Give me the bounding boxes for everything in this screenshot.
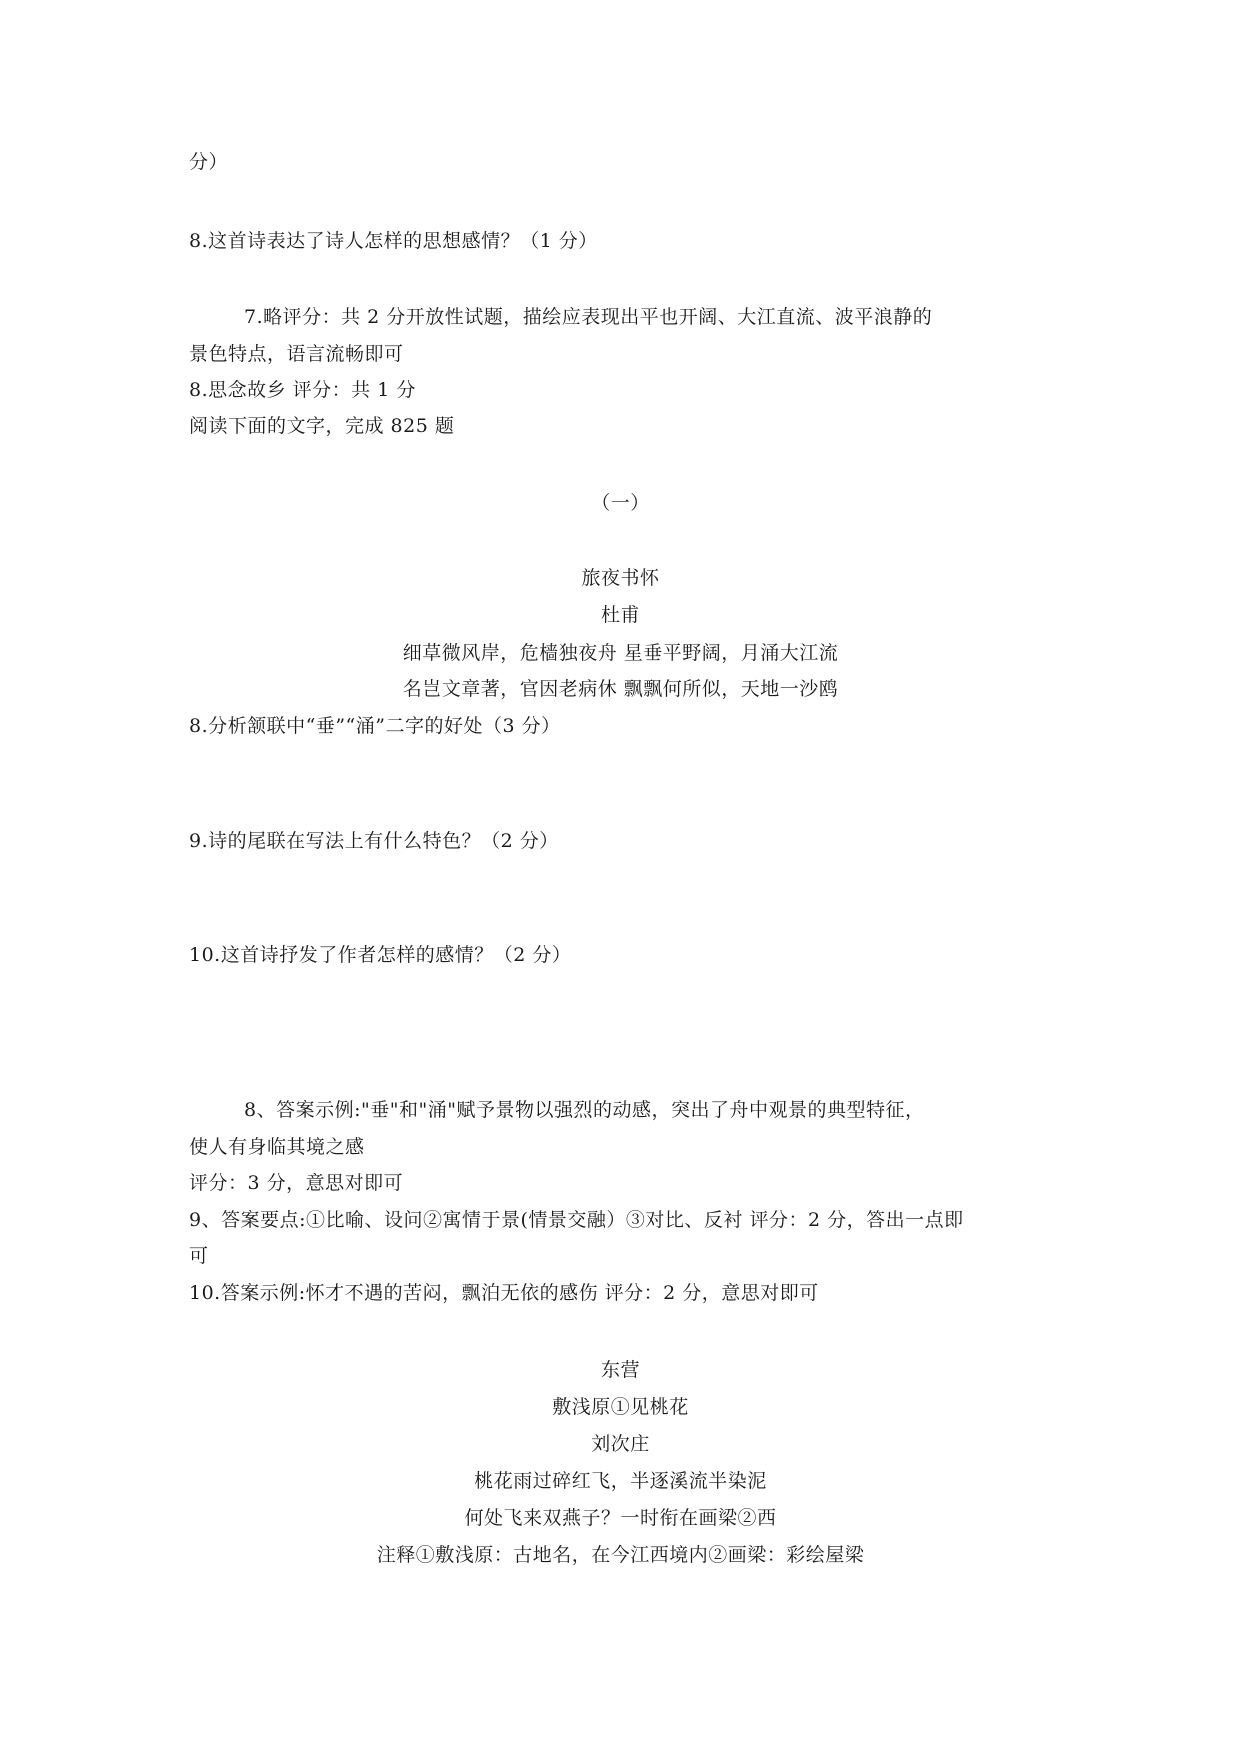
poem-author: 刘次庄 xyxy=(591,1433,650,1455)
text-line: 景色特点，语言流畅即可 xyxy=(189,343,404,365)
question-8-text: 8.这首诗表达了诗人怎样的思想感情？（1 分） xyxy=(189,230,598,252)
poem-title: 敷浅原①见桃花 xyxy=(552,1396,689,1418)
answer-8-text: 8、答案示例:"垂"和"涌"赋予景物以强烈的动感，突出了舟中观景的典型特征， xyxy=(244,1099,925,1121)
exam-source: 东营 xyxy=(600,1359,640,1381)
answer-7-text: 7.略评分：共 2 分开放性试题，描绘应表现出平也开阔、大江直流、波平浪静的 xyxy=(244,306,933,328)
poem-annotation: 注释①敷浅原：古地名，在今江西境内②画梁：彩绘屋梁 xyxy=(376,1544,865,1566)
answer-8-text: 8.思念故乡 评分：共 1 分 xyxy=(189,379,416,401)
section-number: （一） xyxy=(591,492,650,514)
scoring-text: 评分：3 分，意思对即可 xyxy=(189,1172,404,1194)
text-line: 使人有身临其境之感 xyxy=(189,1136,365,1158)
question-10-text: 10.这首诗抒发了作者怎样的感情？（2 分） xyxy=(189,944,572,966)
answer-10-text: 10.答案示例:怀才不遇的苦闷，飘泊无依的感伤 评分：2 分，意思对即可 xyxy=(189,1282,819,1304)
poem-line: 细草微风岸，危樯独夜舟 星垂平野阔，月涌大江流 xyxy=(402,642,839,664)
poem-title: 旅夜书怀 xyxy=(581,567,660,589)
poem-line: 桃花雨过碎红飞，半逐溪流半染泥 xyxy=(474,1470,767,1492)
text-line: 可 xyxy=(189,1245,209,1267)
answer-9-text: 9、答案要点:①比喻、设问②寓情于景(情景交融）③对比、反衬 评分：2 分，答出一点即 xyxy=(189,1209,964,1231)
text-line: 分） xyxy=(189,151,229,173)
poem-line: 何处飞来双燕子？一时衔在画梁②西 xyxy=(464,1507,777,1529)
question-9-text: 9.诗的尾联在写法上有什么特色？（2 分） xyxy=(189,830,559,852)
poem-line: 名岂文章著，官因老病休 飘飘何所似，天地一沙鸥 xyxy=(402,678,839,700)
reading-instruction: 阅读下面的文字，完成 825 题 xyxy=(189,415,455,437)
poem-author: 杜甫 xyxy=(600,604,640,626)
question-8-text: 8.分析颔联中“垂”“涌”二字的好处（3 分） xyxy=(189,715,561,737)
